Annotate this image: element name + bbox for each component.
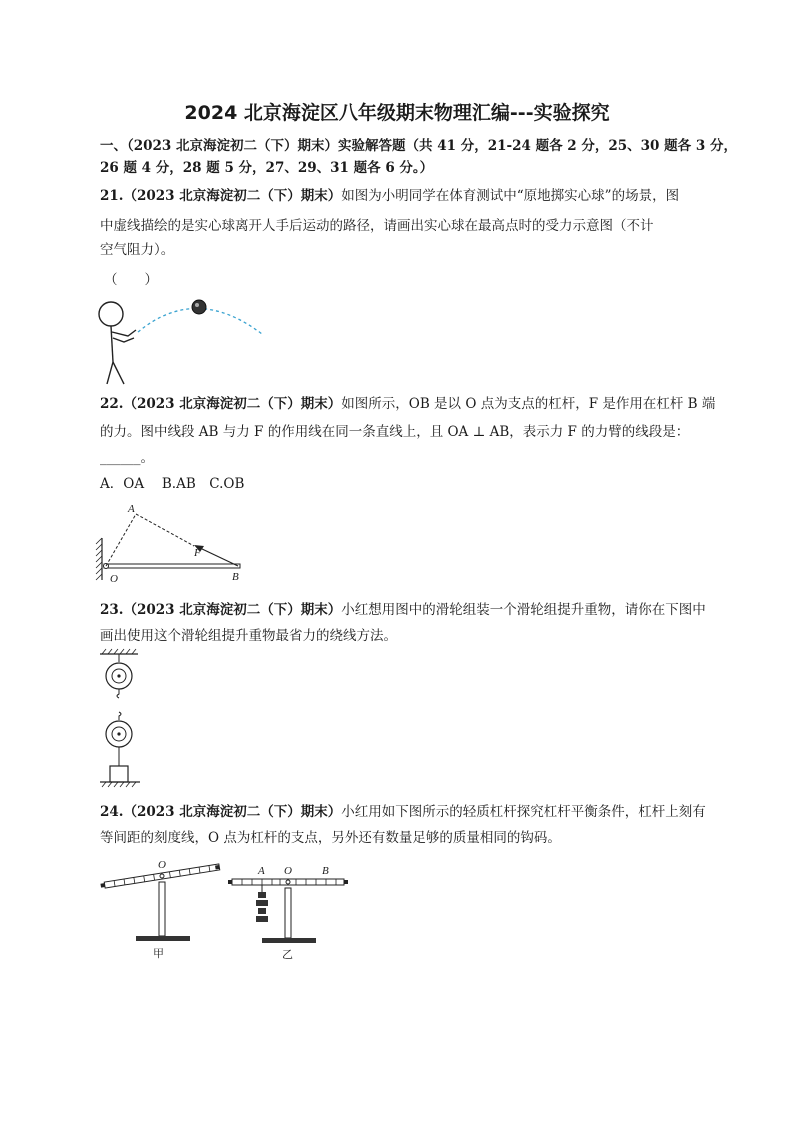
label-b-yi: B bbox=[322, 865, 329, 877]
q24-text2: 等间距的刻度线，O 点为杠杆的支点，另外还有数量足够的质量相同的钩码。 bbox=[100, 830, 561, 846]
stand-post-jia bbox=[159, 882, 165, 936]
label-a-yi: A bbox=[258, 865, 265, 877]
ball-highlight bbox=[195, 303, 199, 307]
stick-figure-arm bbox=[112, 330, 136, 336]
fixed-pulley-axle bbox=[117, 674, 120, 677]
wall-hatching bbox=[96, 538, 102, 580]
stand-base-jia bbox=[136, 936, 190, 941]
q23-source: 23.（2023 北京海淀初二（下）期末） bbox=[100, 602, 342, 618]
lever-ob bbox=[104, 564, 240, 568]
stand-base-yi bbox=[262, 938, 316, 943]
pivot-o-jia bbox=[160, 874, 164, 878]
q21-text2: 中虚线描绘的是实心球离开人手后运动的路径，请画出实心球在最高点时的受力示意图（不计 bbox=[100, 218, 654, 234]
section-heading-line1: 一、（2023 北京海淀初二（下）期末）实验解答题（共 41 分，21-24 题各 2 分，25、30 题各 3 分， bbox=[100, 138, 737, 154]
q21-source: 21.（2023 北京海淀初二（下）期末） bbox=[100, 188, 342, 204]
q22-lever-figure bbox=[96, 500, 256, 590]
stick-figure-leg-left bbox=[107, 362, 113, 384]
pivot-o-yi bbox=[286, 880, 290, 884]
label-f: F bbox=[194, 547, 201, 559]
q21-answer-blank: （ ） bbox=[104, 272, 158, 288]
segment-ab-dashed bbox=[136, 514, 194, 546]
q21-text1: 如图为小明同学在体育测试中“原地掷实心球”的场景，图 bbox=[341, 188, 680, 204]
q24-text1: 小红用如下图所示的轻质杠杆探究杠杆平衡条件，杠杆上刻有 bbox=[341, 804, 706, 820]
caption-jia: 甲 bbox=[153, 947, 164, 960]
q23-pulley-figure bbox=[98, 648, 148, 793]
q22-line1 bbox=[100, 394, 715, 414]
q24-figure-jia bbox=[100, 850, 220, 962]
label-b: B bbox=[232, 571, 239, 583]
q21-text3: 空气阻力）。 bbox=[100, 242, 175, 258]
label-o-jia: O bbox=[158, 859, 166, 871]
q22-text2: 的力。图中线段 AB 与力 F 的作用线在同一条直线上，且 OA ⊥ AB，表示力 F 的力臂的线段是： bbox=[100, 424, 690, 440]
q24-source: 24.（2023 北京海淀初二（下）期末） bbox=[100, 804, 342, 820]
q21-line1 bbox=[100, 186, 679, 206]
movable-pulley-hook bbox=[119, 712, 121, 720]
label-o: O bbox=[110, 573, 118, 585]
hook-weights-a bbox=[256, 892, 268, 922]
fixed-pulley-hook bbox=[117, 689, 119, 698]
label-o-yi: O bbox=[284, 865, 292, 877]
q22-source: 22.（2023 北京海淀初二（下）期末） bbox=[100, 396, 342, 412]
stick-figure-body bbox=[111, 326, 113, 362]
q22-text1: 如图所示，OB 是以 O 点为支点的杠杆，F 是作用在杠杆 B 端 bbox=[341, 396, 716, 412]
q22-text3: ______。 bbox=[100, 450, 154, 466]
q21-figure bbox=[96, 292, 276, 387]
movable-pulley-axle bbox=[117, 732, 120, 735]
force-f-arrow bbox=[200, 548, 238, 566]
lever-end-right bbox=[344, 880, 348, 884]
stick-figure-head bbox=[99, 302, 123, 326]
solid-ball bbox=[192, 300, 206, 314]
caption-yi: 乙 bbox=[282, 948, 293, 961]
lever-end-left bbox=[228, 880, 232, 884]
q24-line1 bbox=[100, 802, 706, 822]
q23-line1 bbox=[100, 600, 706, 620]
q22-options: A．OA B.AB C.OB bbox=[100, 476, 245, 492]
section-heading-line2: 26 题 4 分，28 题 5 分，27、29、31 题各 6 分。） bbox=[100, 160, 434, 176]
label-a: A bbox=[128, 503, 135, 515]
q24-figure-yi bbox=[228, 862, 348, 962]
stick-figure-leg-right bbox=[113, 362, 124, 384]
ground-hatching bbox=[102, 782, 136, 787]
weight-block bbox=[110, 766, 128, 782]
ceiling-hatching bbox=[102, 649, 136, 654]
q23-text2: 画出使用这个滑轮组提升重物最省力的绕线方法。 bbox=[100, 628, 397, 644]
page-title: 2024 北京海淀区八年级期末物理汇编---实验探究 bbox=[184, 102, 610, 124]
stand-post-yi bbox=[285, 888, 291, 938]
q23-text1: 小红想用图中的滑轮组装一个滑轮组提升重物，请你在下图中 bbox=[341, 602, 706, 618]
segment-oa-dashed bbox=[106, 514, 136, 566]
stick-figure-arm2 bbox=[113, 338, 134, 342]
